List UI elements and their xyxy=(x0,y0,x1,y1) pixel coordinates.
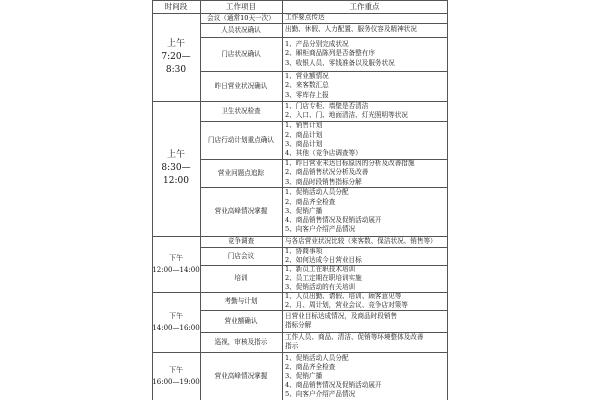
focus-point: 5、向客户介绍产品情况 xyxy=(285,389,356,398)
focus-point: 1、销售计划 xyxy=(285,121,323,130)
focus-point: 1、门店专柜、墙壁是否清洁 xyxy=(285,101,369,110)
focus-point: 1、促销活动人员分配 xyxy=(285,188,349,197)
work-focus-cell xyxy=(282,13,447,23)
focus-point: 2、商品齐全检查 xyxy=(285,197,336,206)
work-item-cell: 考勤与计划 xyxy=(224,296,258,305)
period-label: 下午 xyxy=(169,312,183,320)
focus-point: 4、商品销售情况及促销活动展开 xyxy=(285,216,382,225)
focus-point: 2、厢柜商品陈列是否备整有序 xyxy=(285,49,375,58)
focus-point: 2、如何达成今日营业目标 xyxy=(285,256,362,264)
focus-point: 与各店营业状况比较（来客数、保洁状况、销售等） xyxy=(285,236,437,245)
grid-line xyxy=(152,292,447,293)
period-cell xyxy=(152,352,200,400)
focus-point: 2、员工定期在职培训实施 xyxy=(285,273,362,282)
work-item-cell: 昨日营业状况确认 xyxy=(214,81,268,90)
grid-line xyxy=(152,0,447,1)
focus-point: 4、商品销售情况及促销活动展开 xyxy=(285,380,382,389)
grid-line xyxy=(200,0,201,400)
focus-point: 指示 xyxy=(285,342,299,350)
grid-line xyxy=(152,101,447,102)
work-item-cell: 门店行动计划重点确认 xyxy=(208,135,274,144)
grid-line xyxy=(200,310,447,311)
grid-line xyxy=(200,187,447,188)
focus-point: 1、产品分别完成状况 xyxy=(285,40,349,49)
period-time: 7:20—8:30 xyxy=(161,51,191,75)
header-time-period: 时间段 xyxy=(164,2,188,11)
period-cell xyxy=(152,101,200,236)
work-item-cell: 门店状况确认 xyxy=(221,49,261,58)
focus-point: 1、人员出勤、请假、培训、顾客意见等 xyxy=(285,292,402,300)
focus-point: 日营业目标达成情况，及商品时段销售 xyxy=(285,311,398,320)
work-item-cell: 营业高峰情况掌握 xyxy=(214,207,268,215)
work-item-cell: 营业高峰情况掌握 xyxy=(214,371,268,380)
focus-point: 2、入口、门、地面清洁、灯光照明等状况 xyxy=(285,111,408,119)
grid-line xyxy=(152,0,153,400)
header-work-item: 工作项目 xyxy=(226,2,256,11)
focus-point: 2、来客数汇总 xyxy=(285,81,329,90)
work-focus-cell xyxy=(282,187,447,236)
work-focus-cell xyxy=(282,71,447,101)
period-label: 上午 xyxy=(166,38,185,49)
work-item-cell: 人员状况确认 xyxy=(221,25,261,34)
work-focus-cell xyxy=(282,352,447,400)
period-cell xyxy=(152,292,200,352)
work-focus-cell xyxy=(282,332,447,352)
work-item-cell: 培训 xyxy=(234,274,248,282)
period-time: 16:00—19:00 xyxy=(152,378,200,386)
work-focus-cell xyxy=(282,292,447,310)
work-item-cell: 巡视，审核及指示 xyxy=(214,337,268,346)
grid-line xyxy=(200,247,447,248)
period-time: 8:30—12:00 xyxy=(161,163,191,186)
focus-point: 2、商品计划 xyxy=(285,130,323,139)
focus-point: 3、商品计划 xyxy=(285,140,323,148)
focus-point: 1、促销活动人员分配 xyxy=(285,353,349,362)
grid-line xyxy=(200,121,447,122)
grid-line xyxy=(200,332,447,333)
focus-point: 2、商品齐全检查 xyxy=(285,362,336,371)
work-item-cell: 卫生状况检查 xyxy=(221,106,261,115)
period-time: 12:00—14:00 xyxy=(152,266,200,274)
focus-point: 3、商品时段销售指标分解 xyxy=(285,177,362,186)
grid-line xyxy=(152,13,447,14)
focus-point: 出勤、休假、人力配置、服务仪容及精神状况 xyxy=(285,25,417,34)
focus-point: 3、收银人员、零钱准备以及服务状况 xyxy=(285,58,395,67)
grid-line xyxy=(282,0,283,400)
focus-point: 5、向客户介绍产品情况 xyxy=(285,225,356,234)
focus-point: 1、协商事项 xyxy=(285,247,323,255)
focus-point: 工作要点传达 xyxy=(285,13,325,22)
period-label: 下午 xyxy=(169,254,183,262)
grid-line xyxy=(200,265,447,266)
period-label: 上午 xyxy=(166,150,185,160)
work-focus-cell xyxy=(282,159,447,187)
work-focus-cell xyxy=(282,310,447,332)
work-focus-cell xyxy=(282,101,447,121)
work-focus-cell xyxy=(282,236,447,247)
grid-line xyxy=(152,236,447,237)
period-cell xyxy=(152,13,200,101)
focus-point: 工作人员、商品、清洁、促销等环境整体及改善 xyxy=(285,332,424,341)
grid-line xyxy=(200,37,447,38)
focus-point: 2、商品销售状况分析及改善 xyxy=(285,168,369,177)
focus-point: 2、月、周计划，营业会议、竞争店对策等 xyxy=(285,301,408,309)
focus-point: 1、新员工在职技术培训 xyxy=(285,265,356,273)
work-item-cell: 营业额确认 xyxy=(224,316,258,325)
grid-line xyxy=(200,71,447,72)
grid-line xyxy=(200,23,447,24)
work-item-cell: 会议（通常10天一次） xyxy=(207,13,275,22)
work-focus-cell xyxy=(282,37,447,71)
work-item-cell: 竞争调查 xyxy=(227,237,255,245)
period-label: 下午 xyxy=(169,366,183,374)
focus-point: 1、营业额情况 xyxy=(285,72,329,81)
focus-point: 1、昨日营业未达目标原因的分析及改善措施 xyxy=(285,159,415,168)
work-focus-cell xyxy=(282,23,447,37)
focus-point: 3、零库存上报 xyxy=(285,90,329,99)
work-focus-cell xyxy=(282,265,447,292)
period-time: 14:00—16:00 xyxy=(152,324,200,332)
focus-point: 4、其他（竞争店调查等） xyxy=(285,149,362,158)
grid-line xyxy=(152,352,447,353)
grid-line xyxy=(200,159,447,160)
work-focus-cell xyxy=(282,247,447,265)
focus-point: 3、促销广播 xyxy=(285,206,323,215)
work-item-cell: 营业问题点追踪 xyxy=(217,168,265,177)
work-item-cell: 门店会议 xyxy=(227,251,255,260)
focus-point: 指标分解 xyxy=(285,321,312,329)
focus-point: 3、促销广播 xyxy=(285,371,323,380)
focus-point: 3、促销活动的有关培训 xyxy=(285,283,356,292)
work-focus-cell xyxy=(282,121,447,159)
header-work-focus: 工作重点 xyxy=(349,2,380,11)
grid-line xyxy=(447,0,448,400)
period-cell xyxy=(152,236,200,292)
